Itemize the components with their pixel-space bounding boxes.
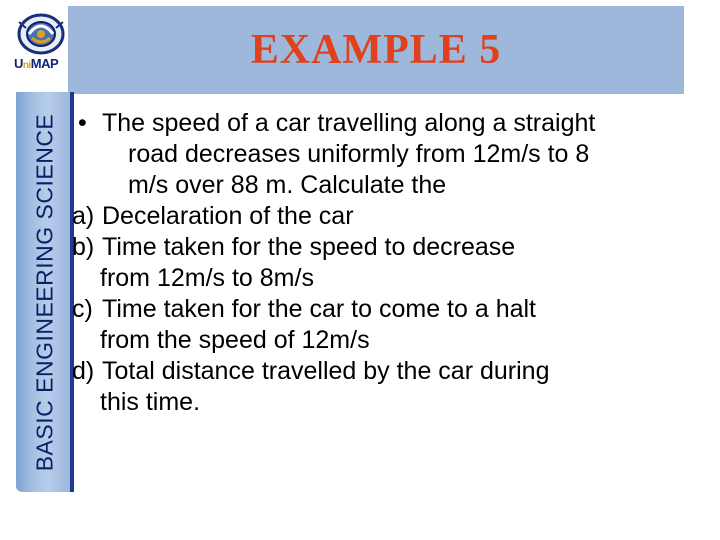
item-b-text: Time taken for the speed to decrease	[102, 233, 516, 261]
logo-text	[14, 56, 70, 72]
item-a-label: a)	[72, 202, 95, 230]
item-c	[72, 294, 692, 325]
bullet-icon: •	[78, 109, 87, 137]
logo-text-mid: ni	[22, 60, 31, 71]
slide-body	[72, 108, 692, 418]
side-label: BASIC ENGINEERING SCIENCE	[31, 113, 58, 471]
item-c-text: Time taken for the car to come to a halt	[102, 295, 536, 323]
intro-line-1	[72, 108, 692, 139]
intro-line-3: m/s over 88 m. Calculate the	[128, 171, 447, 199]
intro-line-2: road decreases uniformly from 12m/s to 8	[128, 140, 590, 168]
slide-title: EXAMPLE 5	[250, 27, 502, 73]
intro-text-1: The speed of a car travelling along a straight	[102, 109, 596, 137]
item-c-continuation: from the speed of 12m/s	[100, 326, 370, 354]
item-c-label: c)	[72, 295, 93, 323]
item-d-label: d)	[72, 357, 95, 385]
item-d-text: Total distance travelled by the car during	[102, 357, 550, 385]
item-d-continuation: this time.	[100, 388, 201, 416]
item-b-label: b)	[72, 233, 95, 261]
item-b-continuation: from 12m/s to 8m/s	[100, 264, 314, 292]
item-a	[72, 201, 692, 232]
side-label-container	[16, 92, 74, 492]
logo-text-start: U	[14, 56, 23, 71]
logo-text-end: MAP	[30, 56, 59, 71]
item-b	[72, 232, 692, 263]
item-d	[72, 356, 692, 387]
item-a-text: Decelaration of the car	[102, 202, 354, 230]
